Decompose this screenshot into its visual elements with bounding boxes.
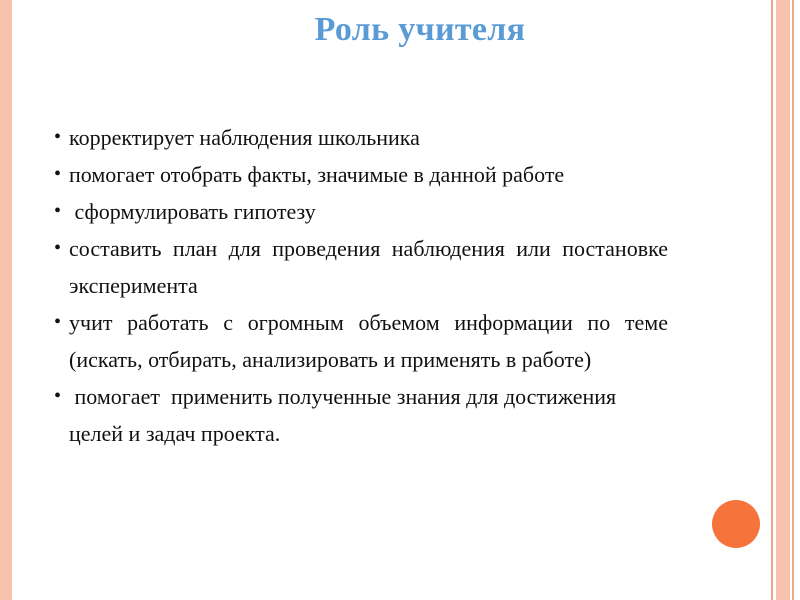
list-item xyxy=(54,193,668,230)
list-item-text: корректирует наблюдения школьника xyxy=(69,125,420,150)
list-item-text: составить план для проведения наблюдения или постановке эксперимента xyxy=(69,236,668,298)
list-item-text: помогает применить полученные знания для достижения целей и задач проекта. xyxy=(69,384,622,446)
list-item xyxy=(54,119,668,156)
list-item xyxy=(54,156,668,193)
list-item xyxy=(54,230,668,304)
slide-title: Роль учителя xyxy=(314,11,526,48)
bullet-icon: • xyxy=(54,200,62,222)
list-item xyxy=(54,304,668,378)
accent-circle xyxy=(712,500,760,548)
bullet-list xyxy=(54,119,668,452)
left-decorative-band xyxy=(0,0,12,600)
bullet-icon: • xyxy=(54,126,62,148)
right-decorative-line xyxy=(792,0,794,600)
bullet-icon: • xyxy=(54,237,62,259)
bullet-icon: • xyxy=(54,385,62,407)
bullet-icon: • xyxy=(54,311,62,333)
right-decorative-line xyxy=(771,0,773,600)
right-decorative-band xyxy=(776,0,790,600)
bullet-icon: • xyxy=(54,163,62,185)
list-item-text: сформулировать гипотезу xyxy=(69,199,316,224)
list-item xyxy=(54,378,668,452)
list-item-text: помогает отобрать факты, значимые в данной работе xyxy=(69,162,565,187)
list-item-text: учит работать с огромным объемом информации по теме (искать, отбирать, анализировать и применять в работе) xyxy=(69,310,668,372)
